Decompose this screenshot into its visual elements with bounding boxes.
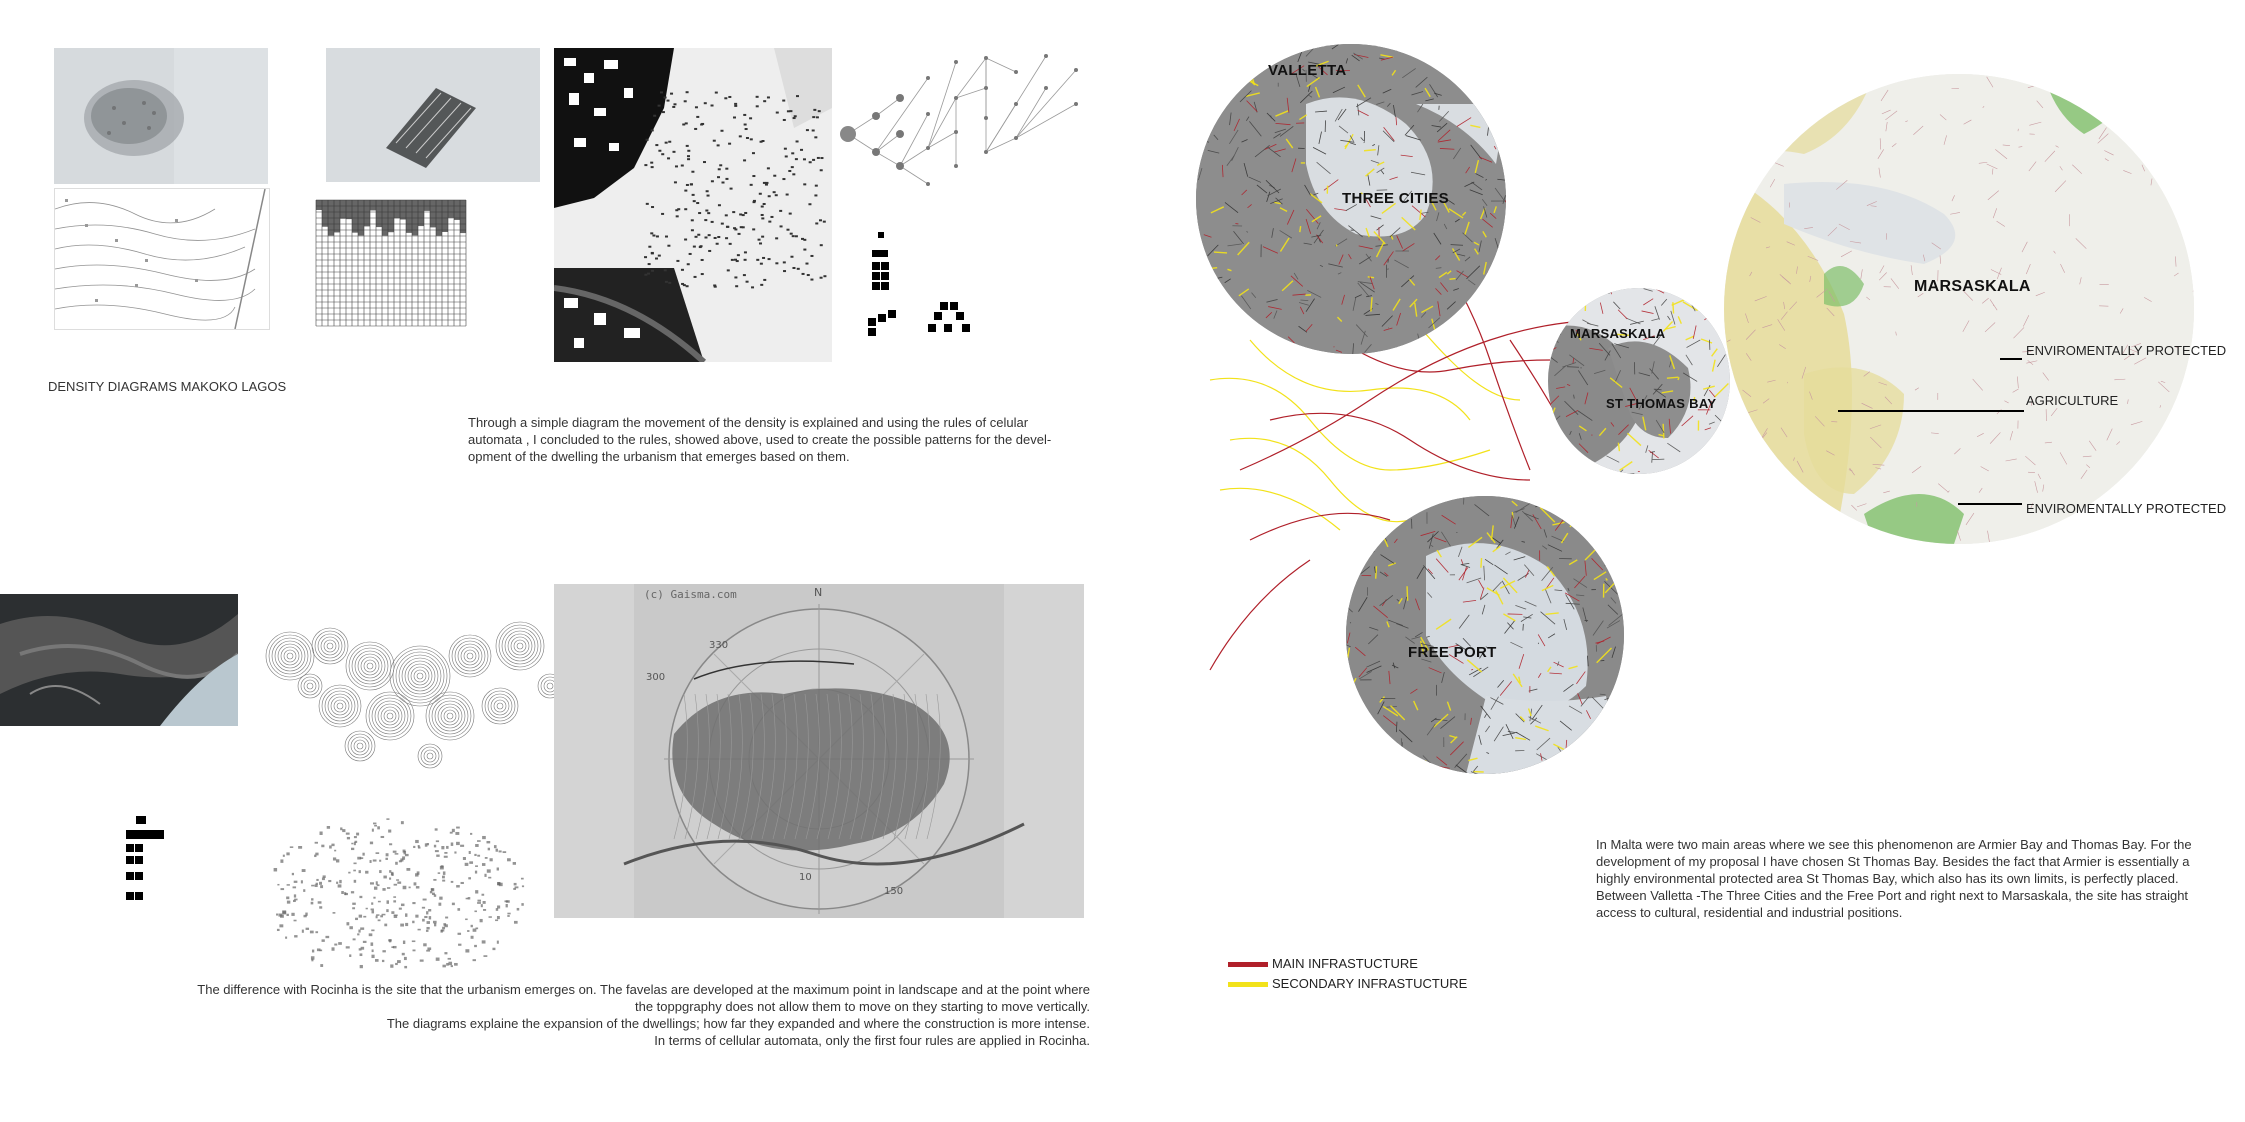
- density-grid-diagram: [312, 196, 470, 330]
- legend-main-label: MAIN INFRASTUCTURE: [1272, 956, 1418, 971]
- compass-300-label: 300: [646, 672, 666, 683]
- legend-secondary-label: SECONDARY INFRASTUCTURE: [1272, 976, 1468, 991]
- density-diagrams-caption: DENSITY DIAGRAMS MAKOKO LAGOS: [48, 379, 287, 394]
- valletta-label: VALLETTA: [1268, 62, 1347, 79]
- compass-north-label: N: [814, 586, 823, 599]
- env-protected-label-1: ENVIROMENTALLY PROTECTED: [2026, 343, 2227, 358]
- rocinha-line-3: The diagrams explaine the expansion of the dwellings; how far they expanded and where the construction is more intense.: [386, 1016, 1090, 1031]
- agriculture-leader: [1838, 410, 2024, 412]
- env-protected-leader-2: [1958, 503, 2022, 505]
- urban-figure-ground-plan: [554, 48, 832, 362]
- compass-150-label: 150: [884, 886, 904, 897]
- free-port-map: [1346, 496, 1624, 774]
- st-thomas-bay-label: ST THOMAS BAY: [1606, 396, 1717, 411]
- concentric-circles-diagram: [250, 606, 560, 776]
- legend-main-swatch: [1228, 962, 1268, 967]
- marsaskala-large-map: [1724, 74, 2194, 544]
- rocinha-paragraph: [150, 981, 1090, 1049]
- map-watermark: (c) Gaisma.com: [644, 588, 737, 601]
- rocinha-line-4: In terms of cellular automata, only the first four rules are applied in Rocinha.: [654, 1033, 1090, 1048]
- marsaskala-small-label: MARSASKALA: [1570, 326, 1666, 341]
- free-port-label: FREE PORT: [1408, 644, 1497, 661]
- rocinha-dwellings-map: [262, 796, 532, 974]
- three-cities-label: THREE CITIES: [1342, 190, 1449, 207]
- compass-330-label: 330: [709, 640, 729, 651]
- legend-secondary-swatch: [1228, 982, 1268, 987]
- makoko-density-map: [54, 188, 270, 330]
- density-paragraph: Through a simple diagram the movement of the density is explained and using the rules of celular automata , I concluded to the rules, showed above, used to create the possible patterns for the devel-opment of the dwelling the urbanism that emerges based on them.: [468, 415, 1052, 464]
- makoko-aerial-photo-2: [326, 48, 540, 182]
- rocinha-line-2: the toppgraphy does not allow them to move on they starting to move vertically.: [635, 999, 1090, 1014]
- agriculture-label: AGRICULTURE: [2026, 393, 2119, 408]
- cellular-automata-rules-top: [862, 232, 982, 342]
- legend: [1228, 956, 1488, 996]
- rocinha-satellite-photo: [0, 594, 238, 726]
- compass-10-label: 10: [799, 872, 812, 883]
- rocinha-line-1: The difference with Rocinha is the site that the urbanism emerges on. The favelas are developed at the maximum point in landscape and at the point where: [197, 982, 1090, 997]
- marsaskala-large-label: MARSASKALA: [1914, 278, 2031, 295]
- malta-paragraph: In Malta were two main areas where we see this phenomenon are Armier Bay and Thomas Bay. For the development of my proposal I have chosen St Thomas Bay. Besides the fact that Armier is essentially a highly environmental protected area St Thomas Bay, which also has its own limits, is perfectly placed. Between Valletta -The Three Cities and the Free Port and right next to Marsaskala, the site has straight access to cultural, residential and industrial positions.: [1596, 837, 2192, 920]
- st-thomas-bay-map: [1548, 288, 1730, 474]
- rocinha-sunpath-map: [554, 584, 1084, 918]
- makoko-aerial-photo-1: [54, 48, 268, 184]
- env-protected-label-2: ENVIROMENTALLY PROTECTED: [2026, 501, 2227, 516]
- network-branch-diagram: [836, 48, 1086, 228]
- env-protected-leader-1: [2000, 358, 2022, 360]
- cellular-automata-rule-bottom: [124, 816, 174, 908]
